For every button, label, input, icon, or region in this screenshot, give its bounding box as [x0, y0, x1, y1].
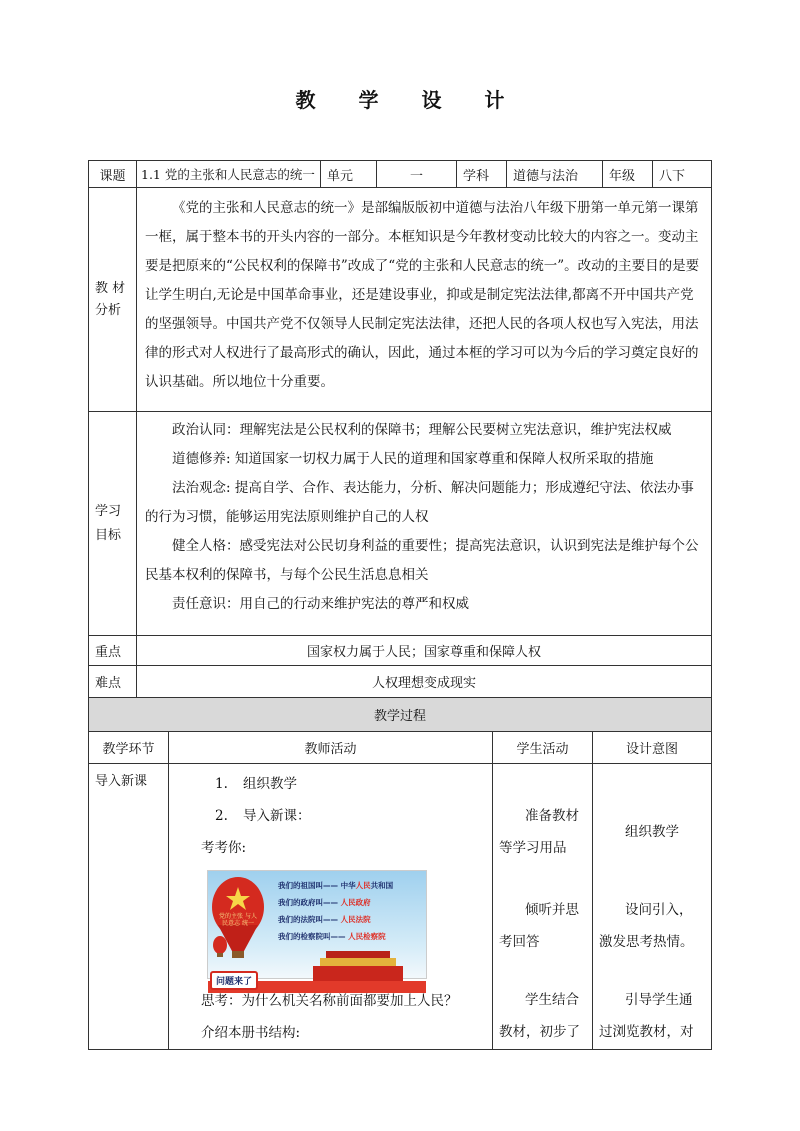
subject-value: 道德与法治	[507, 161, 603, 187]
goals-label-line1: 学习	[95, 503, 122, 519]
teacher-intro: 介绍本册书结构:	[201, 1025, 301, 1041]
info-row	[88, 160, 712, 188]
grade-value: 八下	[659, 168, 686, 184]
teacher-item	[201, 800, 311, 832]
image-line: 我们的祖国叫—— 中华人民共和国	[278, 881, 394, 890]
topic-label: 课题	[89, 161, 137, 187]
intent-text: 激发思考热情。	[599, 934, 694, 950]
unit-label: 单元	[321, 161, 377, 187]
image-line: 我们的检察院叫—— 人民检察院	[278, 932, 386, 941]
student-text: 考回答	[499, 934, 540, 950]
goal-item: 政治认同：理解宪法是公民权利的保障书；理解公民要树立宪法意识，维护宪法权威	[172, 422, 672, 438]
intent-text: 过浏览教材，对	[599, 1024, 694, 1040]
col-stage: 教学环节	[89, 732, 169, 763]
process-header-row	[88, 698, 712, 732]
student-text: 等学习用品	[499, 840, 567, 856]
lesson-plan-table	[88, 160, 712, 1050]
student-text: 学生结合	[525, 992, 579, 1008]
goals-content	[137, 412, 711, 635]
difficulty-row	[88, 666, 712, 698]
teacher-item-text: 组织教学	[243, 776, 297, 792]
student-cell	[493, 764, 593, 1049]
col-teacher: 教师活动	[169, 732, 493, 763]
goals-row	[88, 412, 712, 636]
key-point-label: 重点	[89, 636, 137, 665]
image-caption	[278, 877, 393, 945]
quiz-image	[207, 870, 427, 987]
student-text: 教材，初步了	[499, 1024, 580, 1040]
page-title: 教 学 设 计	[295, 88, 523, 112]
analysis-label-line2: 分析	[95, 302, 122, 318]
intent-text: 设问引入，	[625, 902, 693, 918]
process-columns-row	[88, 732, 712, 764]
col-student: 学生活动	[493, 732, 593, 763]
difficulty-label: 难点	[89, 666, 137, 697]
stage-cell	[89, 764, 169, 1049]
goal-item: 责任意识：用自己的行动来维护宪法的尊严和权威	[172, 596, 469, 612]
teacher-think: 思考：为什么机关名称前面都要加上人民？	[201, 993, 458, 1009]
analysis-content	[137, 188, 711, 411]
teacher-item-num: 2.	[215, 808, 228, 824]
intent-cell	[593, 764, 711, 1049]
goals-label	[89, 412, 137, 635]
student-text: 倾听并思	[525, 902, 579, 918]
process-body-row	[88, 764, 712, 1050]
image-line: 我们的法院叫—— 人民法院	[278, 915, 371, 924]
key-point-value: 国家权力属于人民；国家尊重和保障人权	[306, 645, 541, 660]
process-header: 教学过程	[373, 709, 426, 724]
topic-value: 1.1 党的主张和人民意志的统一	[137, 161, 321, 187]
intent-text: 组织教学	[625, 824, 679, 840]
balloon-text: 党的主张 与人民意志 统一	[219, 913, 257, 927]
grade-label: 年级	[603, 161, 653, 187]
goal-item: 道德修养: 知道国家一切权力属于人民的道理和国家尊重和保障人权所采取的措施	[172, 451, 654, 467]
subject-label: 学科	[457, 161, 507, 187]
unit-value: 一	[377, 161, 457, 187]
analysis-row	[88, 188, 712, 412]
intent-text: 引导学生通	[625, 992, 693, 1008]
key-point-row	[88, 636, 712, 666]
analysis-text: 《党的主张和人民意志的统一》是部编版版初中道德与法治八年级下册第一单元第一课第一框，属于整本书的开头内容的一部分。本框知识是今年教材变动比较大的内容之一。变动主要是把原来的“公民权利的保障书”改成了“党的主张和人民意志的统一”。改动的主要目的是要让学生明白,无论是中国革命事业，还是建设事业，抑或是制定宪法法律,都离不开中国共产党的坚强领导。中国共产党不仅领导人民制定宪法法律，还把人民的各项人权也写入宪法，用法律的形式对人权进行了最高形式的确认，因此，通过本框的学习可以为今后的学习奠定良好的认识基础。所以地位十分重要。	[145, 200, 700, 390]
goal-item: 法治观念: 提高自学、合作、表达能力，分析、解决问题能力；形成遵纪守法、依法办事的行为习惯，能够运用宪法原则维护自己的人权	[145, 480, 694, 525]
difficulty-value: 人权理想变成现实	[371, 676, 476, 691]
goals-label-line2: 目标	[95, 527, 122, 543]
stage-name: 导入新课	[95, 774, 148, 789]
teacher-item-num: 1.	[215, 776, 228, 792]
question-badge: 问题来了	[210, 971, 258, 990]
goal-item: 健全人格：感受宪法对公民切身利益的重要性；提高宪法意识，认识到宪法是维护每个公民基本权利的保障书，与每个公民生活息息相关	[145, 538, 699, 583]
teacher-item	[201, 768, 297, 800]
col-intent: 设计意图	[625, 742, 678, 757]
teacher-quiz: 考考你:	[201, 840, 247, 856]
teacher-item-text: 导入新课：	[243, 808, 311, 824]
analysis-label-line1: 教 材	[95, 280, 126, 296]
analysis-label	[89, 188, 137, 411]
student-text: 准备教材	[525, 808, 579, 824]
image-line: 我们的政府叫—— 人民政府	[278, 898, 371, 907]
teacher-cell	[169, 764, 493, 1049]
